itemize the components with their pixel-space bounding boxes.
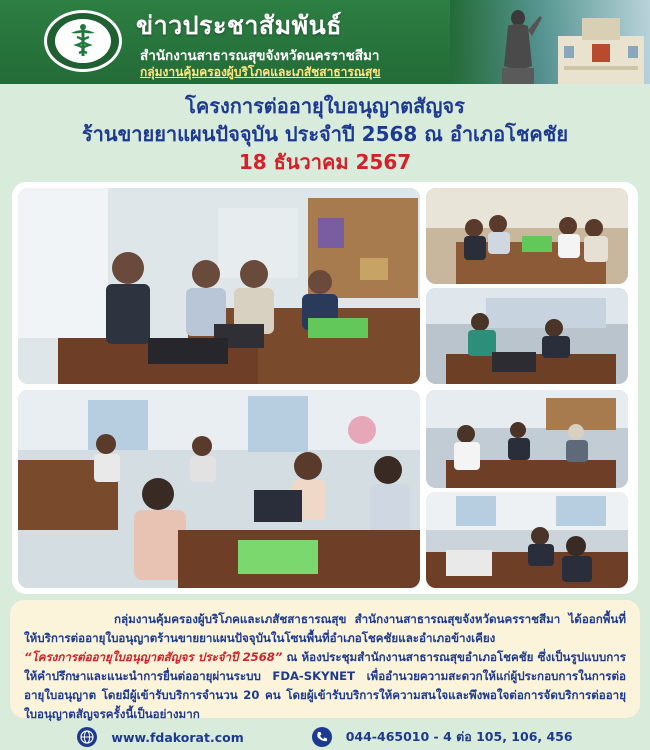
footer-contact [0,724,650,750]
globe-icon [77,727,97,747]
caption-project-highlight: “โครงการต่ออายุใบอนุญาตสัญจร ประจำปี 2568” [24,650,283,664]
caption-part-2: ณ ห้องประชุมสำนักงานสาธารณสุขอำเภอโชคชัย ซึ่งเป็นรูปแบบการให้คำปรึกษาและแนะนำการยื่นต่ออายุผ่านระบบ FDA-SKYNET เพื่ออำนวยความสะดวกให้แก่ผู้ประกอบการในการต่ออายุใบอนุญาต โดยมีผู้เข้ารับบริการจำนวน 20 คน โดยผู้เข้ารับบริการให้ความสนใจและพึงพอใจต่อการจัดบริการต่ออายุใบอนุญาตสัญจรครั้งนี้เป็นอย่างมาก [24,650,626,721]
photo-collage [12,182,638,594]
caduceus-icon [55,19,111,63]
office-name: สำนักงานสาธารณสุขจังหวัดนครราชสีมา [140,48,380,64]
headline-detail: ร้านขายยาแผนปัจจุบัน ประจำปี 2568 ณ อำเภอโชคชัย [81,122,569,146]
news-caption [10,600,640,721]
photo-3 [426,288,628,384]
headline-project: โครงการต่ออายุใบอนุญาตสัญจร [185,94,465,118]
group-name: กลุ่มงานคุ้มครองผู้บริโภคและเภสัชสาธารณสุข [140,65,381,79]
office-logo [44,10,122,72]
page-title: ข่าวประชาสัมพันธ์ [136,11,342,40]
headline-date: 18 ธันวาคม 2567 [238,150,412,174]
headline-block [0,92,650,176]
photo-6 [426,492,628,588]
photo-5 [426,390,628,488]
website-link[interactable]: www.fdakorat.com [111,729,244,745]
monument-statue-icon [488,6,548,84]
photo-2 [426,188,628,284]
header-banner [0,0,650,84]
building-icon [552,12,650,84]
phone-icon [312,727,332,747]
photo-1 [18,188,420,384]
caption-part-1: กลุ่มงานคุ้มครองผู้บริโภคและเภสัชสาธารณสุข สำนักงานสาธารณสุขจังหวัดนครราชสีมา ได้ออกพื้นที่ให้บริการต่ออายุใบอนุญาตร้านขายยาแผนปัจจุบันในโซนพื้นที่อำเภอโชคชัยและอำเภอข้างเคียง [24,612,626,645]
phone-number: 044-465010 - 4 ต่อ 105, 106, 456 [345,729,573,744]
photo-4 [18,390,420,588]
